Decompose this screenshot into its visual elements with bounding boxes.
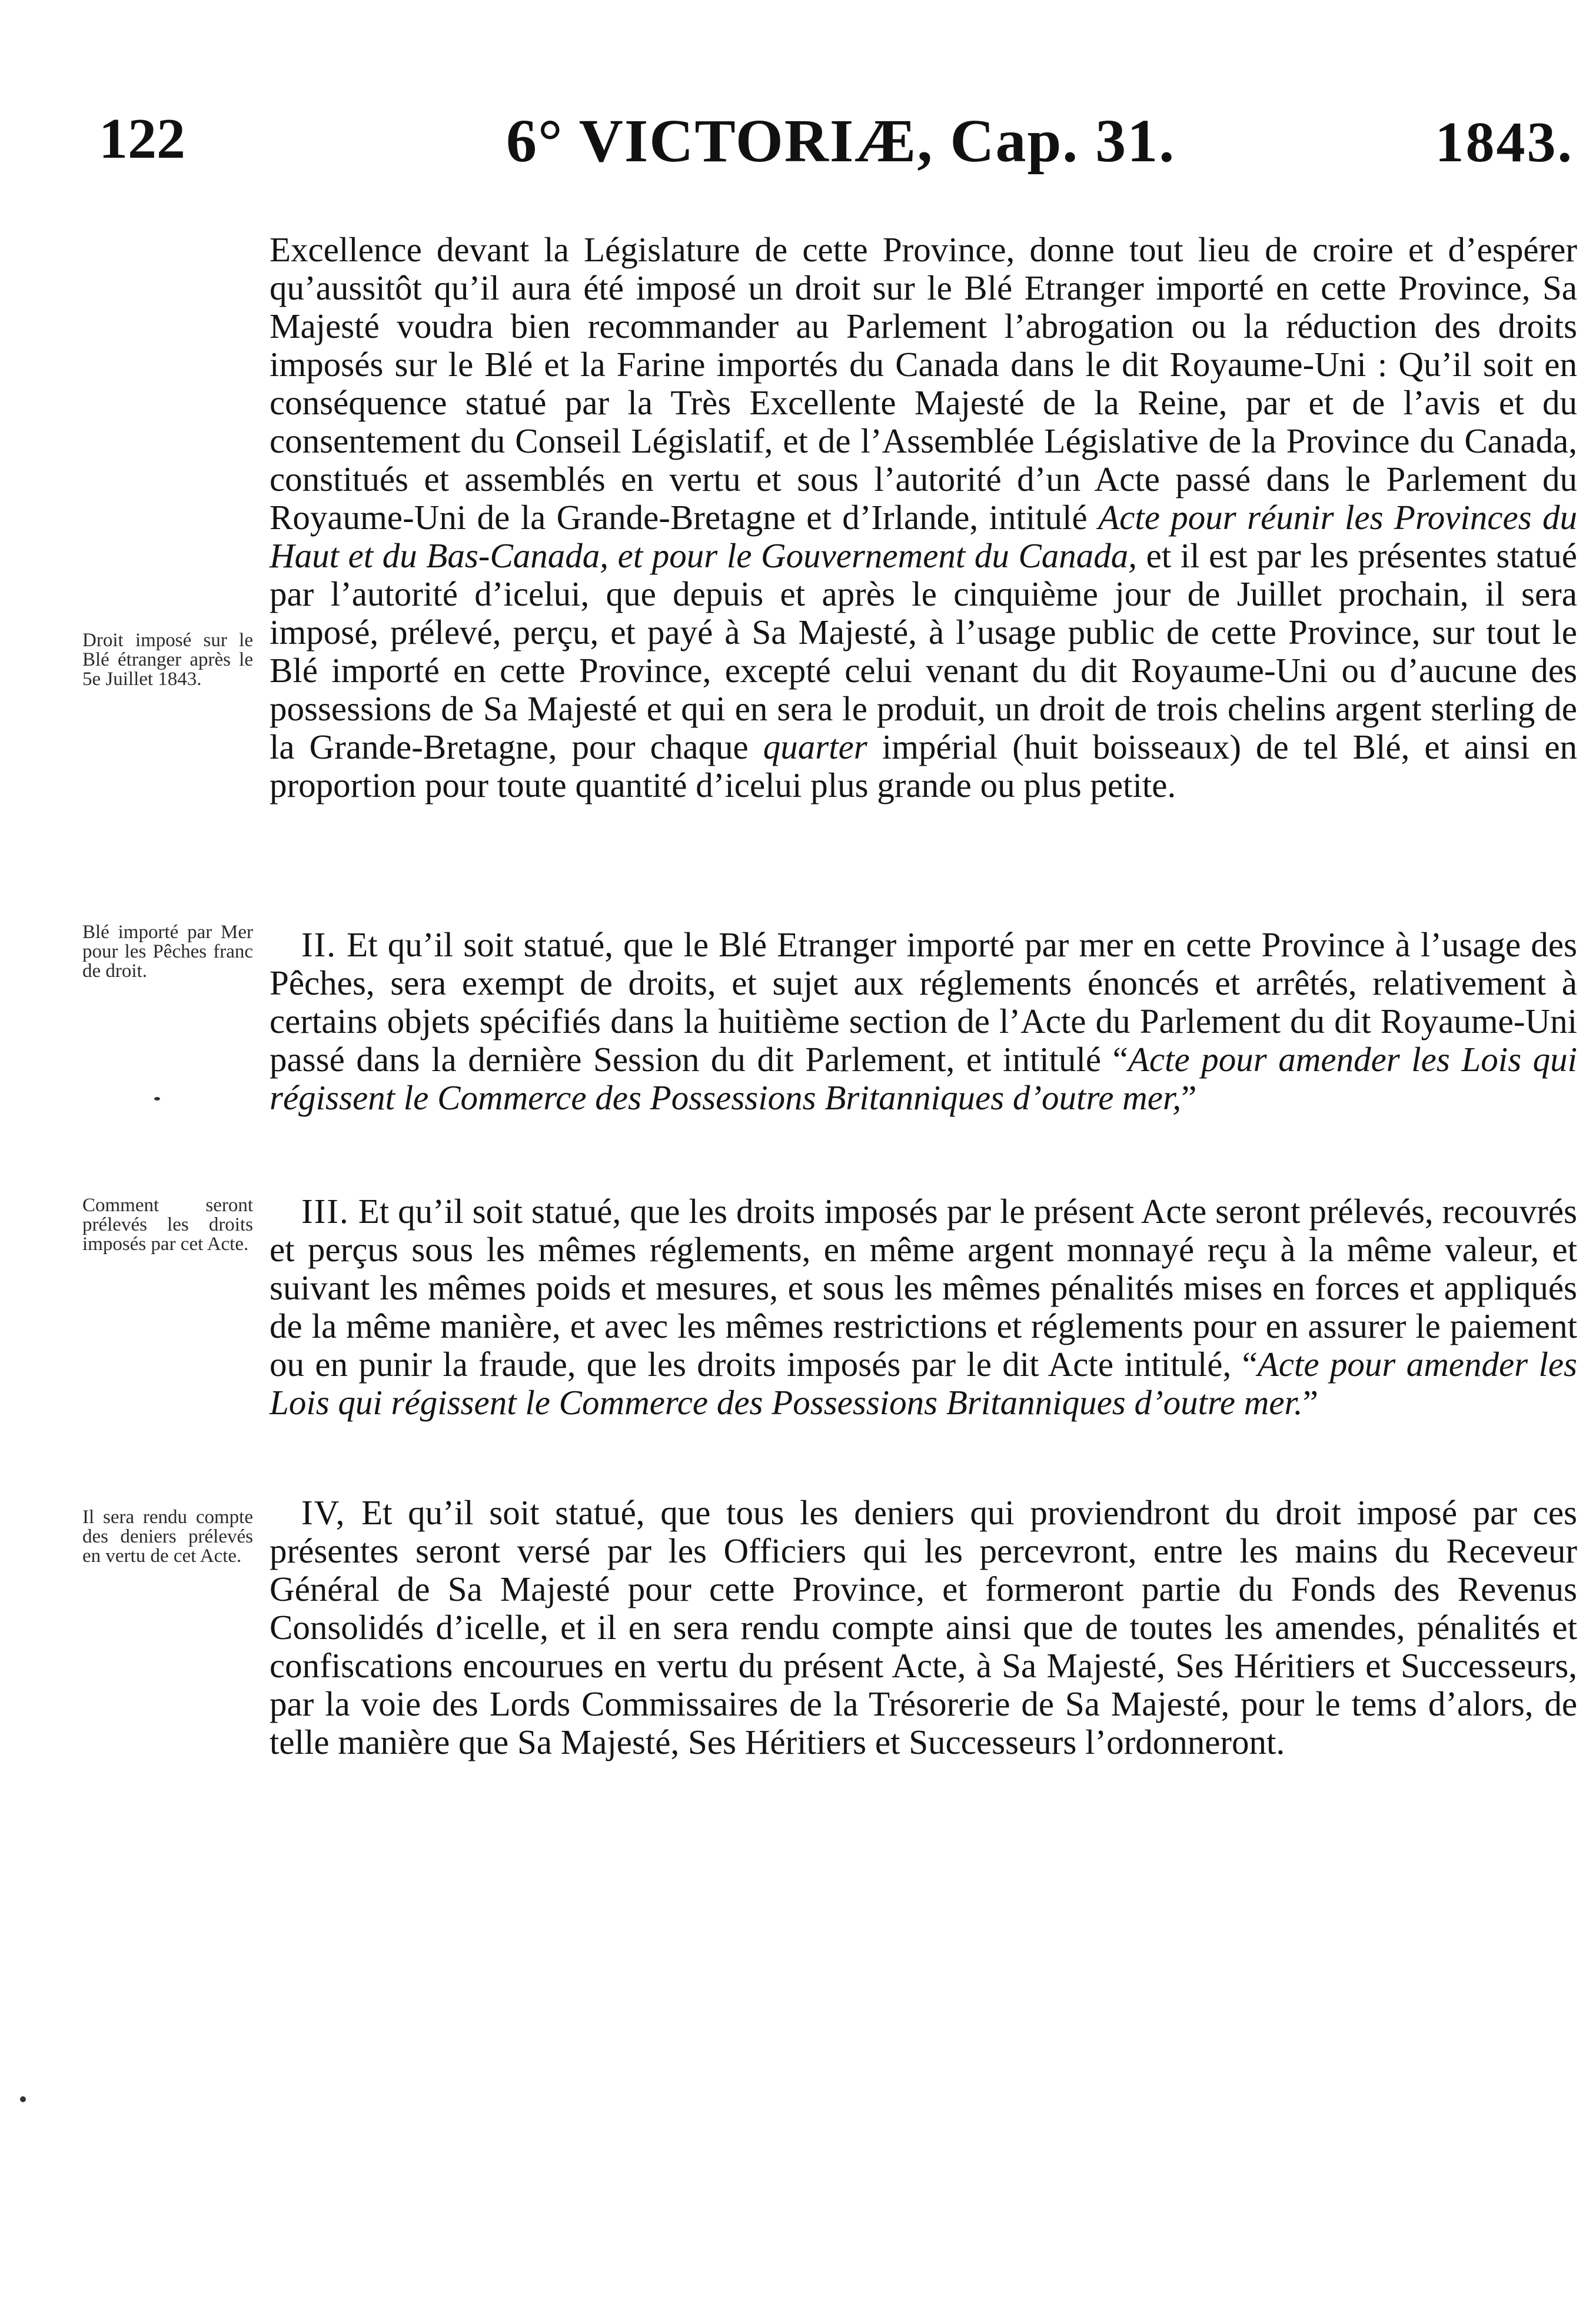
ink-speck (20, 2096, 26, 2102)
section-2-end: ” (1181, 1078, 1197, 1117)
ink-speck (154, 1097, 160, 1101)
section-3-number: III. (301, 1192, 350, 1231)
section-2-number: II. (301, 925, 337, 964)
margin-note-accounting: Il sera rendu compte des deniers prélevés en vertu de cet Acte. (82, 1507, 253, 1567)
page-number: 122 (99, 107, 185, 171)
preamble-text-2: et il est par les présentes statué par l’autorité d’icelui, que depuis et après le cinquième jour de Juillet prochain, il sera imposé, prélevé, perçu, et payé à Sa Majesté, à l’usage public de cette Province, sur tout le Blé importé en cette Province, excepté celui venant du dit Royaume-Uni ou d’aucune des possessions de Sa Majesté et qui en sera le produit, un droit de trois chelins argent sterling de la Grande-Bretagne, pour chaque (270, 536, 1577, 766)
margin-note-collection: Comment seront prélevés les droits imposés par cet Acte. (82, 1195, 253, 1255)
section-4-number: IV, (301, 1493, 346, 1532)
preamble-text-3: impérial (huit boisseaux) de tel Blé, et ainsi en proportion pour toute quantité d’icelui plus grande ou plus petite. (270, 727, 1578, 805)
preamble-paragraph (270, 231, 1577, 805)
margin-note-duty: Droit imposé sur le Blé étranger après le 5e Juillet 1843. (82, 630, 253, 690)
section-3-paragraph (270, 1192, 1577, 1422)
section-4 (270, 1494, 1577, 1761)
preamble-quarter: quarter (763, 727, 867, 766)
section-4-text: Et qu’il soit statué, que tous les deniers qui proviendront du droit imposé par ces présentes seront versé par les Officiers qui les percevront, entre les mains du Receveur Général de Sa Majesté pour cette Province, et formeront partie du Fonds des Revenus Consolidés d’icelle, et il en sera rendu compte ainsi que de toutes les amendes, pénalités et confiscations encourues en vertu du présent Acte, à Sa Majesté, Ses Héritiers et Successeurs, par la voie des Lords Commissaires de la Trésorerie de Sa Majesté, pour le tems d’alors, de telle manière que Sa Majesté, Ses Héritiers et Successeurs l’ordonneront. (270, 1493, 1578, 1761)
section-2-paragraph (270, 926, 1577, 1117)
year-label: 1843. (1435, 111, 1574, 174)
section-3-text: Et qu’il soit statué, que les droits imposés par le présent Acte seront prélevés, recouvrés et perçus sous les mêmes réglements, en même argent monnayé reçu à la même valeur, et suivant les mêmes poids et mesures, et sous les mêmes pénalités mises en forces et appliqués de la même manière, et avec les mêmes restrictions et réglements pour en assurer le paiement ou en punir la fraude, que les droits imposés par le dit Acte intitulé, “ (270, 1192, 1577, 1384)
section-2-text: Et qu’il soit statué, que le Blé Etranger importé par mer en cette Province à l’usage des Pêches, sera exempt de droits, et sujet aux réglements énoncés et arrêtés, relativement à certains objets spécifiés dans la huitième section de l’Acte du Parlement du dit Royaume-Uni passé dans la dernière Session du dit Parlement, et intitulé “ (270, 925, 1577, 1079)
running-header (0, 106, 1596, 194)
preamble-block (270, 231, 1577, 805)
section-2-act-title: Acte pour amender les Lois qui régissent le Commerce des Possessions Britanniques d’outre mer, (270, 1040, 1577, 1117)
section-4-paragraph (270, 1494, 1577, 1761)
section-3-end: ” (1302, 1383, 1318, 1422)
margin-note-fisheries: Blé importé par Mer pour les Pêches franc de droit. (82, 922, 253, 982)
section-3 (270, 1192, 1577, 1422)
section-2 (270, 926, 1577, 1117)
section-3-act-title: Acte pour amender les Lois qui régissent le Commerce des Possessions Britanniques d’outre mer. (270, 1345, 1578, 1422)
preamble-text-1: Excellence devant la Législature de cette Province, donne tout lieu de croire et d’espérer qu’aussitôt qu’il aura été imposé un droit sur le Blé Etranger importé en cette Province, Sa Majesté voudra bien recommander au Parlement l’abrogation ou la réduction des droits imposés sur le Blé et la Farine importés du Canada dans le dit Royaume-Uni : Qu’il soit en conséquence statué par la Très Excellente Majesté de la Reine, par et de l’avis et du consentement du Conseil Législatif, et de l’Assemblée Législative de la Province du Canada, constitués et assemblés en vertu et sous l’autorité d’un Acte passé dans le Parlement du Royaume-Uni de la Grande-Bretagne et d’Irlande, intitulé (270, 230, 1577, 537)
page-title: 6° VICTORIÆ, Cap. 31. (506, 107, 1176, 175)
preamble-act-title: Acte pour réunir les Provinces du Haut et du Bas-Canada, et pour le Gouvernement du Canada, (270, 498, 1578, 575)
